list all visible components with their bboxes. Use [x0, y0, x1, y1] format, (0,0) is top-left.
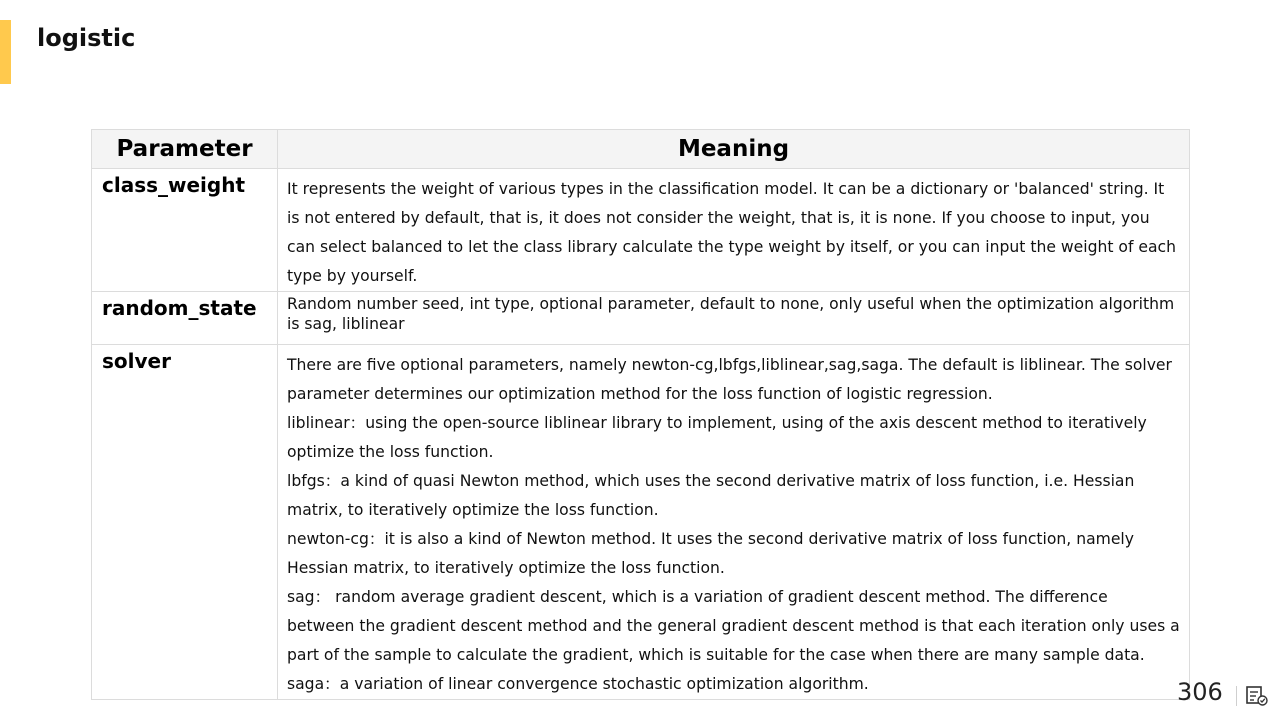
title-accent-bar — [0, 20, 11, 84]
meaning-paragraph: Random number seed, int type, optional parameter, default to none, only useful when the optimization algorithm is sag, liblinear — [287, 295, 1175, 333]
table-row — [92, 345, 1190, 700]
parameter-meaning — [278, 292, 1190, 345]
meaning-paragraph: liblinear：using the open-source liblinear library to implement, using of the axis descent method to iteratively optimize the loss function. — [287, 414, 1147, 461]
slide-title: logistic — [37, 24, 136, 52]
table-row — [92, 169, 1190, 292]
column-header-meaning: Meaning — [278, 130, 1190, 169]
column-header-parameter: Parameter — [92, 130, 278, 169]
meaning-paragraph: sag： random average gradient descent, which is a variation of gradient descent method. The difference between the gradient descent method and the general gradient descent method is that each iteration only uses a part of the sample to calculate the gradient, which is suitable for the case when there are many sample data. — [287, 588, 1180, 664]
meaning-paragraph: newton-cg：it is also a kind of Newton method. It uses the second derivative matrix of loss function, namely Hessian matrix, to iteratively optimize the loss function. — [287, 530, 1134, 577]
meaning-paragraph: lbfgs：a kind of quasi Newton method, which uses the second derivative matrix of loss function, i.e. Hessian matrix, to iteratively optimize the loss function. — [287, 472, 1135, 519]
meaning-paragraph: It represents the weight of various types in the classification model. It can be a dictionary or 'balanced' string. It is not entered by default, that is, it does not consider the weight, that is, it is none. If you choose to input, you can select balanced to let the class library calculate the type weight by itself, or you can input the weight of each type by yourself. — [287, 180, 1177, 285]
meaning-paragraph: There are five optional parameters, namely newton-cg,lbfgs,liblinear,sag,saga. The default is liblinear. The solver parameter determines our optimization method for the loss function of logistic regression. — [287, 356, 1172, 403]
slide-notes-icon[interactable] — [1245, 685, 1269, 707]
parameter-name: solver — [92, 345, 278, 700]
parameter-name: class_weight — [92, 169, 278, 292]
parameter-meaning — [278, 169, 1190, 292]
page-number: 306 — [1177, 678, 1223, 706]
footer-divider — [1236, 686, 1237, 706]
parameter-name: random_state — [92, 292, 278, 345]
table-header-row — [92, 130, 1190, 169]
meaning-paragraph: saga：a variation of linear convergence stochastic optimization algorithm. — [287, 675, 869, 693]
parameter-table — [91, 129, 1190, 700]
table-row — [92, 292, 1190, 345]
parameter-meaning — [278, 345, 1190, 700]
